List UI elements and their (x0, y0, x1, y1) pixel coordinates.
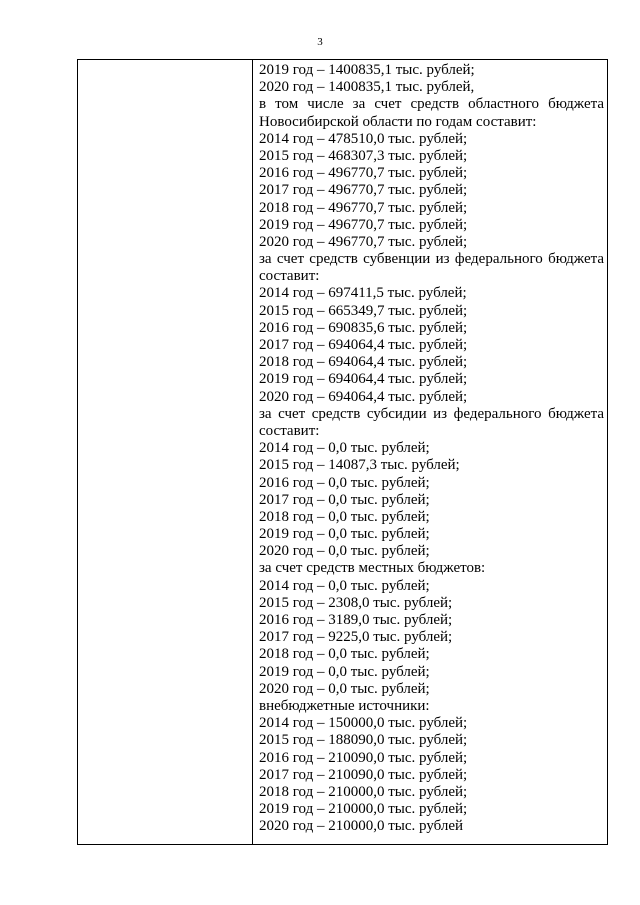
funding-line: 2016 год – 496770,7 тыс. рублей; (259, 165, 468, 182)
funding-line: 2020 год – 496770,7 тыс. рублей; (259, 233, 468, 250)
funding-line: в том числе за счет средств областного бюджета (259, 96, 604, 113)
funding-line: 2020 год – 210000,0 тыс. рублей (259, 818, 464, 835)
funding-line: 2015 год – 665349,7 тыс. рублей; (259, 302, 468, 319)
funding-line: составит: (259, 268, 320, 285)
funding-line: 2019 год – 210000,0 тыс. рублей; (259, 801, 468, 818)
funding-line: 2020 год – 0,0 тыс. рублей; (259, 543, 430, 560)
funding-line: 2016 год – 210090,0 тыс. рублей; (259, 749, 468, 766)
funding-line: составит: (259, 422, 320, 439)
funding-line: 2015 год – 188090,0 тыс. рублей; (259, 732, 468, 749)
funding-line: 2016 год – 690835,6 тыс. рублей; (259, 319, 468, 336)
funding-line: за счет средств субвенции из федерального бюджета (259, 251, 604, 268)
funding-line: 2014 год – 0,0 тыс. рублей; (259, 440, 430, 457)
funding-line: 2014 год – 697411,5 тыс. рублей; (259, 285, 467, 302)
funding-line: 2019 год – 0,0 тыс. рублей; (259, 663, 430, 680)
funding-line: 2017 год – 496770,7 тыс. рублей; (259, 182, 468, 199)
funding-line: 2020 год – 1400835,1 тыс. рублей, (259, 79, 475, 96)
funding-line: 2017 год – 694064,4 тыс. рублей; (259, 337, 468, 353)
funding-line: 2015 год – 2308,0 тыс. рублей; (259, 594, 453, 611)
funding-line: 2016 год – 0,0 тыс. рублей; (259, 474, 430, 491)
page-number: 3 (317, 36, 323, 48)
funding-line: 2019 год – 0,0 тыс. рублей; (259, 526, 430, 543)
funding-line: 2015 год – 468307,3 тыс. рублей; (259, 147, 468, 164)
funding-table (77, 59, 608, 845)
funding-line: 2014 год – 150000,0 тыс. рублей; (259, 715, 468, 732)
funding-line: 2019 год – 496770,7 тыс. рублей; (259, 216, 468, 233)
funding-line: 2017 год – 210090,0 тыс. рублей; (259, 766, 468, 783)
funding-line: Новосибирской области по годам составит: (259, 113, 537, 130)
funding-line: 2018 год – 496770,7 тыс. рублей; (259, 199, 468, 216)
funding-line: 2018 год – 210000,0 тыс. рублей; (259, 783, 468, 800)
funding-line: 2019 год – 1400835,1 тыс. рублей; (259, 62, 475, 78)
funding-line: внебюджетные источники: (259, 697, 430, 714)
funding-line: 2020 год – 0,0 тыс. рублей; (259, 680, 430, 697)
funding-line: 2017 год – 0,0 тыс. рублей; (259, 491, 430, 508)
funding-line: за счет средств субсидии из федерального бюджета (259, 405, 604, 422)
funding-line: 2018 год – 694064,4 тыс. рублей; (259, 354, 468, 371)
table-left-cell (78, 60, 253, 844)
funding-line: 2014 год – 478510,0 тыс. рублей; (259, 130, 468, 147)
funding-line: 2018 год – 0,0 тыс. рублей; (259, 508, 430, 525)
funding-line: за счет средств местных бюджетов: (259, 560, 486, 577)
funding-line: 2016 год – 3189,0 тыс. рублей; (259, 612, 453, 628)
table-right-cell (259, 62, 604, 835)
funding-line: 2018 год – 0,0 тыс. рублей; (259, 646, 430, 663)
funding-line: 2020 год – 694064,4 тыс. рублей; (259, 388, 468, 405)
funding-line: 2015 год – 14087,3 тыс. рублей; (259, 457, 460, 474)
funding-line: 2019 год – 694064,4 тыс. рублей; (259, 371, 468, 388)
funding-line: 2014 год – 0,0 тыс. рублей; (259, 577, 430, 594)
funding-line: 2017 год – 9225,0 тыс. рублей; (259, 629, 453, 646)
